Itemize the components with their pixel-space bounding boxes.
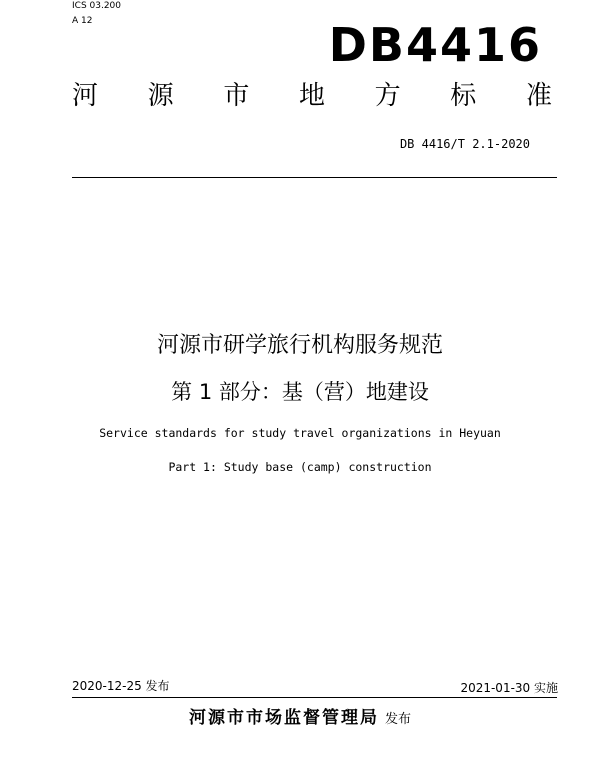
standard-type-char: 标 <box>450 81 477 111</box>
issuer-suffix: 发布 <box>384 712 411 727</box>
standard-type-char: 市 <box>223 81 250 111</box>
document-part-title-cn: 第 1 部分：基（营）地建设 <box>171 380 429 404</box>
footer-divider <box>72 697 557 698</box>
standard-logo: DB4416 <box>328 18 542 72</box>
standard-type-char: 河 <box>72 81 99 111</box>
implementation-date: 2021-01-30 实施 <box>460 681 558 695</box>
ics-code: ICS 03.200 <box>72 1 122 11</box>
issue-date: 2020-12-25 发布 <box>72 679 170 693</box>
ccs-code: A 12 <box>72 16 93 26</box>
document-title-en: Service standards for study travel organizations in Heyuan <box>99 426 501 440</box>
issuer-line <box>0 703 600 728</box>
document-part-title-en: Part 1: Study base (camp) construction <box>168 460 432 474</box>
standard-type-char: 源 <box>147 81 174 111</box>
document-title-cn: 河源市研学旅行机构服务规范 <box>156 333 443 358</box>
standard-type-char: 准 <box>525 81 552 111</box>
standard-type-char: 方 <box>374 81 401 111</box>
header-divider <box>72 177 557 178</box>
standard-type-title <box>72 80 552 112</box>
issuer-name: 河源市市场监督管理局 <box>188 708 379 728</box>
standard-number: DB 4416/T 2.1-2020 <box>399 137 530 151</box>
standard-type-char: 地 <box>298 81 325 111</box>
